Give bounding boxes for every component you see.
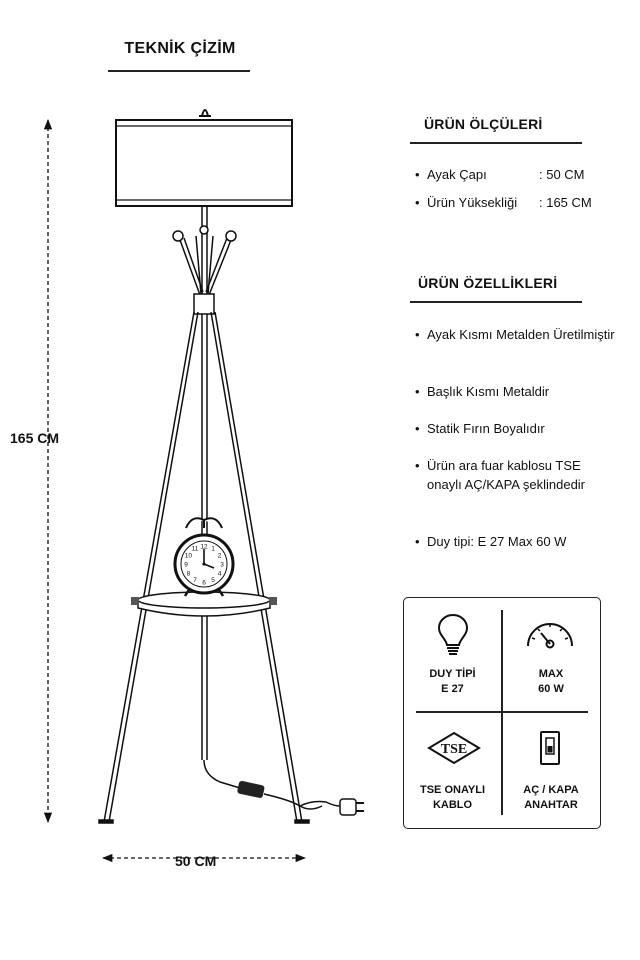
dimensions-section-rule	[410, 142, 582, 144]
coat-hook-arms	[173, 226, 236, 295]
leg-joint-collar	[194, 294, 214, 314]
dimension-row-height	[415, 195, 592, 210]
bullet: •	[415, 534, 420, 549]
cell-label-line2: ANAHTAR	[524, 799, 578, 811]
clock-digit: 7	[193, 576, 197, 584]
clock-digit: 12	[200, 543, 208, 551]
cell-label-line2: KABLO	[432, 799, 473, 811]
dimension-label: Ürün Yüksekliği	[427, 195, 518, 210]
clock-digit: 5	[211, 576, 215, 584]
clock-digit: 10	[184, 552, 193, 560]
clock-digit: 11	[191, 545, 199, 553]
dimension-label: Ayak Çapı	[427, 167, 487, 182]
power-cable	[204, 760, 340, 809]
cell-label-line1: TSE ONAYLI	[420, 784, 485, 796]
clock-digit: 2	[217, 552, 222, 560]
cell-label-line2: 60 W	[538, 683, 564, 695]
clock-digit: 8	[186, 570, 191, 578]
on-off-switch-label	[502, 783, 600, 813]
clock-digit: 3	[220, 561, 224, 569]
alarm-clock-icon	[175, 518, 233, 596]
feature-item	[415, 532, 615, 551]
height-dimension-label: 165 CM	[10, 430, 60, 446]
shelf-table	[131, 592, 277, 616]
features-section-title: ÜRÜN ÖZELLİKLERİ	[418, 275, 558, 291]
lamp-shade	[116, 120, 292, 206]
feature-item	[415, 382, 615, 401]
feature-item	[415, 419, 615, 438]
box-horizontal-divider	[416, 711, 588, 713]
feature-text: Ayak Kısmı Metalden Üretilmiştir	[427, 327, 615, 342]
dimensions-section-title: ÜRÜN ÖLÇÜLERİ	[424, 116, 543, 132]
bullet: •	[415, 167, 420, 182]
switch-icon	[539, 730, 561, 766]
bullet: •	[415, 458, 420, 473]
feature-item	[415, 325, 615, 344]
light-bulb-icon	[436, 612, 470, 656]
clock-digit: 9	[184, 561, 188, 569]
tse-logo-text: TSE	[440, 742, 468, 757]
lamp-finial	[199, 110, 211, 116]
cell-label-line1: MAX	[538, 668, 564, 680]
cell-label-line2: E 27	[441, 683, 464, 695]
feature-text: Başlık Kısmı Metaldir	[427, 384, 550, 399]
bullet: •	[415, 195, 420, 210]
feature-item	[415, 456, 593, 494]
gauge-icon	[524, 616, 576, 650]
feature-icon-box	[403, 597, 601, 829]
features-section-rule	[410, 301, 582, 303]
clock-digit: 4	[217, 570, 222, 578]
cell-label-line1: DUY TİPİ	[429, 668, 476, 680]
bullet: •	[415, 384, 420, 399]
tse-cable-label	[404, 783, 501, 813]
max-power-label	[502, 667, 600, 697]
width-dimension-label: 50 CM	[175, 853, 217, 869]
bullet: •	[415, 327, 420, 342]
tse-logo-icon	[426, 730, 482, 766]
dimension-value: : 50 CM	[539, 167, 585, 182]
plug-icon	[340, 799, 364, 815]
bulb-type-label	[404, 667, 501, 697]
clock-digit: 6	[202, 579, 206, 587]
cell-label-line1: AÇ / KAPA	[523, 784, 579, 796]
clock-digit: 1	[211, 545, 215, 553]
dimension-row-foot-diameter	[415, 167, 585, 182]
inline-switch-icon	[237, 780, 265, 798]
feature-text: Duy tipi: E 27 Max 60 W	[427, 534, 567, 549]
drawing-title: TEKNİK ÇİZİM	[124, 40, 236, 57]
feature-text: Statik Fırın Boyalıdır	[427, 421, 545, 436]
bullet: •	[415, 421, 420, 436]
dimension-value: : 165 CM	[539, 195, 592, 210]
feature-text: Ürün ara fuar kablosu TSE onaylı AÇ/KAPA şeklindedir	[427, 458, 586, 492]
